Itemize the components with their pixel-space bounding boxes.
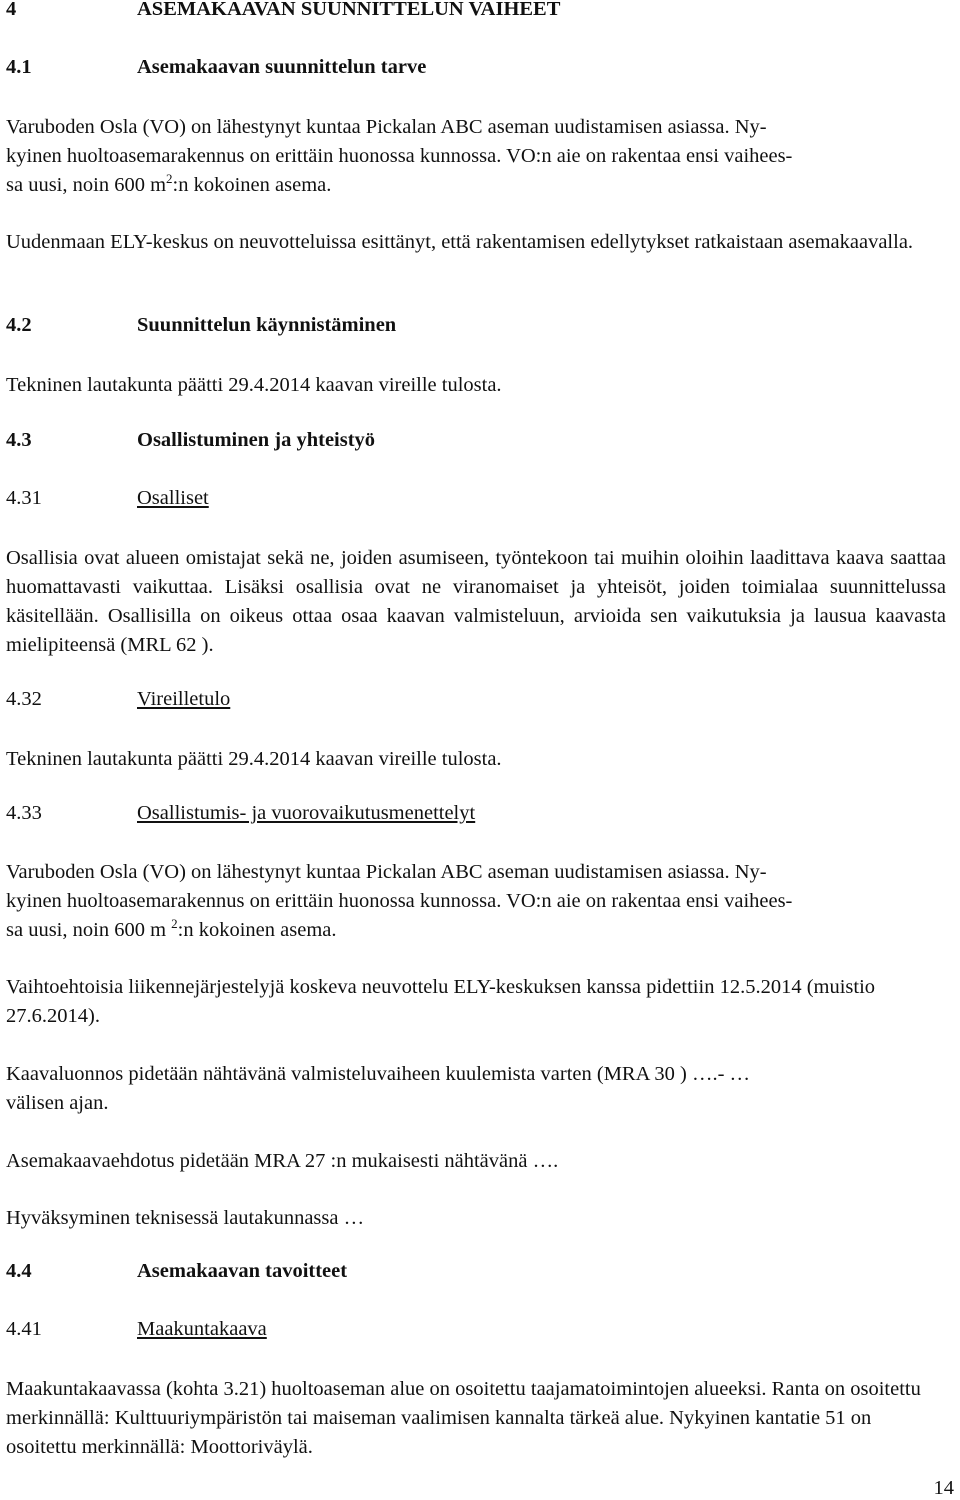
chapter-heading: [6, 0, 946, 21]
section-title: Suunnittelun käynnistäminen: [137, 314, 397, 336]
page-number: 14: [933, 1477, 954, 1499]
paragraph-4-33-c: [6, 1060, 946, 1118]
subsection-title: 4.31 Osalliset: [6, 487, 209, 509]
paragraph-4-2: Tekninen lautakunta päätti 29.4.2014 kaavan vireille tulosta.: [6, 374, 502, 396]
section-heading-4-3: [6, 429, 946, 452]
paragraph-4-1-a: [6, 113, 946, 200]
paragraph-4-31: Osallisia ovat alueen omistajat sekä ne, joiden asumiseen, työntekoon tai muihin oloihin laadittava kaava saattaa huomattavasti vaikuttaa. Lisäksi osallisia ovat ne viranomaiset ja yhteisöt, joiden toimialaa suunnittelussa käsitellään. Osallisilla on oikeus ottaa osaa kaavan valmisteluun, arvioida sen vaikutuksia ja lausua kaavasta mielipiteensä (MRL 62 ).: [6, 547, 946, 656]
subsection-title: 4.32 Vireilletulo: [6, 688, 231, 710]
chapter-number: 4: [6, 0, 17, 20]
paragraph-4-33-e: Hyväksyminen teknisessä lautakunnassa …: [6, 1207, 365, 1229]
paragraph-4-33-d: Asemakaavaehdotus pidetään MRA 27 :n mukaisesti nähtävänä ….: [6, 1150, 559, 1172]
section-number: 4.1: [6, 56, 32, 78]
paragraph-4-33-b: Vaihtoehtoisia liikennejärjestelyjä koskeva neuvottelu ELY-keskuksen kanssa pidettiin 12.5.2014 (muistio 27.6.2014).: [6, 976, 876, 1027]
text-line: Kaavaluonnos pidetään nähtävänä valmisteluvaiheen kuulemista varten (MRA 30 ) ….- …: [6, 1063, 751, 1085]
text-line: sa uusi, noin 600 m $^2$:n kokoinen asema.: [6, 915, 337, 941]
chapter-title: ASEMAKAAVAN SUUNNITTELUN VAIHEET: [137, 0, 561, 20]
text-line: Varuboden Osla (VO) on lähestynyt kuntaa Pickalan ABC aseman uudistamisen asiassa. Ny-: [6, 116, 767, 138]
text-line: kyinen huoltoasemarakennus on erittäin huonossa kunnossa. VO:n aie on rakentaa ensi vaihees-: [6, 144, 793, 167]
text-line: kyinen huoltoasemarakennus on erittäin huonossa kunnossa. VO:n aie on rakentaa ensi vaihees-: [6, 889, 793, 912]
paragraph-4-41: Maakuntakaavassa (kohta 3.21) huoltoaseman alue on osoitettu taajamatoimintojen alueeksi. Ranta on osoitettu merkinnällä: Kulttuuriympäristön tai maiseman vaalimisen kannalta tärkeä alue. Nykyinen kantatie 51 on osoitettu merkinnällä: Moottoriväylä.: [6, 1378, 921, 1458]
subsection-heading-4-32: [6, 688, 946, 711]
section-title: Osallistuminen ja yhteistyö: [137, 429, 376, 451]
subsection-heading-4-33: [6, 802, 946, 825]
text-line: sa uusi, noin 600 $m^2:n$ kokoinen asema.: [6, 170, 332, 196]
section-number: 4.4: [6, 1260, 32, 1282]
text-line: Varuboden Osla (VO) on lähestynyt kuntaa Pickalan ABC aseman uudistamisen asiassa. Ny-: [6, 861, 767, 883]
paragraph-4-33-a: [6, 858, 946, 945]
subsection-title: 4.41 Maakuntakaava: [6, 1318, 267, 1340]
section-number: 4.3: [6, 429, 32, 451]
section-heading-4-2: [6, 314, 946, 337]
text-line: välisen ajan.: [6, 1091, 109, 1114]
section-heading-4-1: [6, 56, 946, 79]
subsection-heading-4-31: [6, 487, 946, 510]
subsection-heading-4-41: [6, 1318, 946, 1341]
section-title: Asemakaavan suunnittelun tarve: [137, 56, 427, 78]
section-title: Asemakaavan tavoitteet: [137, 1260, 348, 1282]
section-number: 4.2: [6, 314, 32, 336]
paragraph-4-32: Tekninen lautakunta päätti 29.4.2014 kaavan vireille tulosta.: [6, 748, 502, 770]
section-heading-4-4: [6, 1260, 946, 1283]
subsection-title: 4.33 Osallistumis- ja vuorovaikutusmenettelyt: [6, 802, 476, 824]
paragraph-4-1-b: Uudenmaan ELY-keskus on neuvotteluissa esittänyt, että rakentamisen edellytykset ratkaistaan asemakaavalla.: [6, 231, 914, 253]
